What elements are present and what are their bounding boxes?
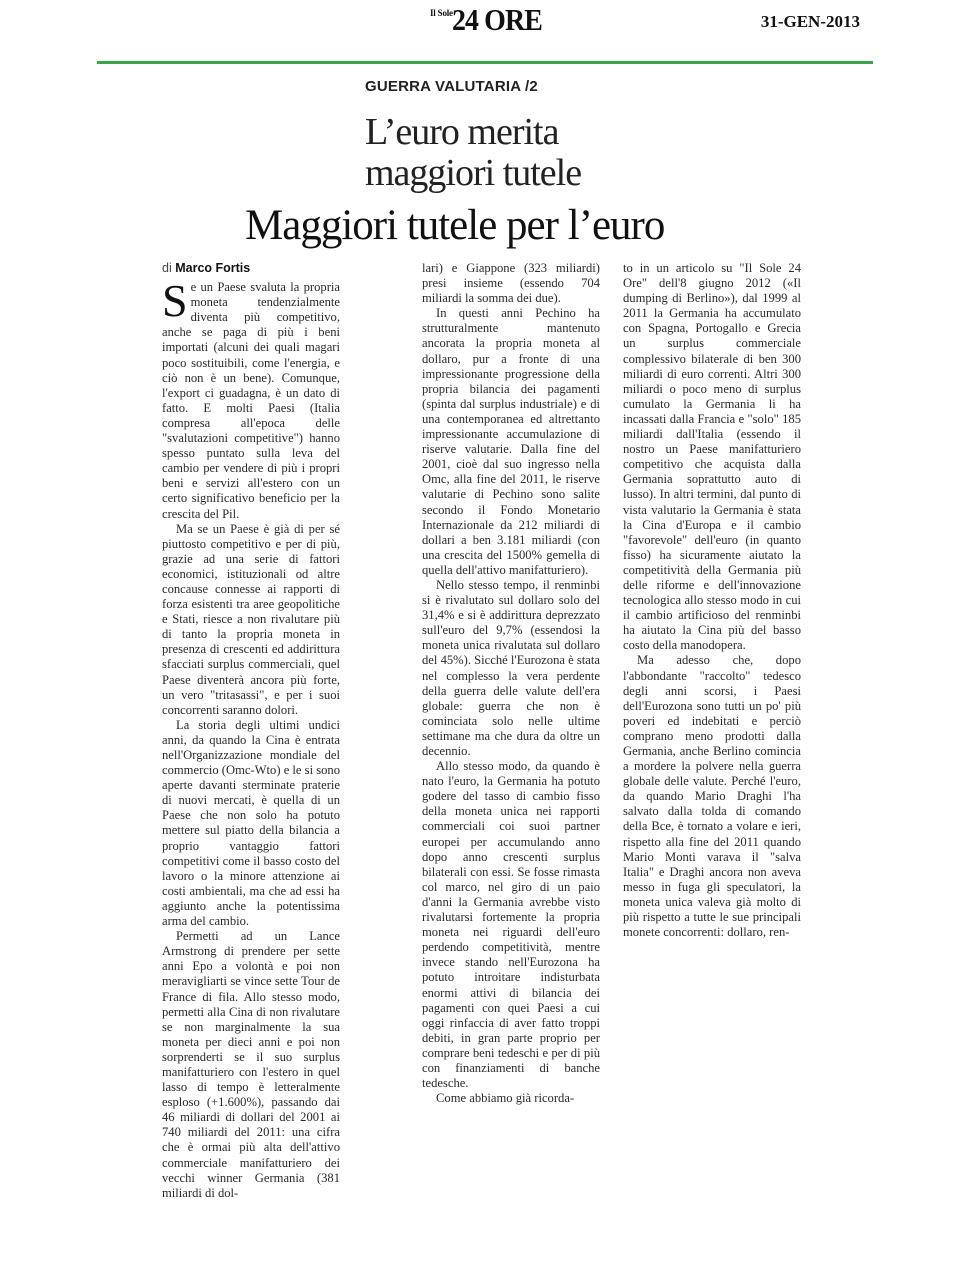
article-column-1 xyxy=(162,261,340,1201)
section-kicker: GUERRA VALUTARIA /2 xyxy=(365,78,538,95)
paragraph: La storia degli ultimi undici anni, da quando la Cina è entrata nell'Organizzazione mondiale del commercio (Omc-Wto) e le si sono aperte davanti sterminate praterie di nuovi mercati, è quella di un Paese che non solo ha potuto mettere sul piatto della bilancia a proprio vantaggio fattori competitivi come il basso costo del lavoro o la minore attenzione ai costi ambientali, ma che ad essi ha aggiunto anche la potentissima arma del cambio. xyxy=(162,717,341,929)
paragraph: In questi anni Pechino ha strutturalmente mantenuto ancorata la propria moneta al dollaro, pur a fronte di una impressionante progressione della propria bilancia dei pagamenti (spinta dal surplus industriale) e di una contemporanea ed altrettanto impressionante accumulazione di riserve valutarie. Dalla fine del 2001, cioè dal suo ingresso nella Omc, alla fine del 2011, le riserve valutarie di Pechino sono salite secondo il Fondo Monetario Internazionale da 212 miliardi di dollari a ben 3.181 miliardi (con una crescita del 1500% gemella di quella dell'attivo manifatturiero). xyxy=(422,306,600,577)
paragraph: Come abbiamo già ricorda- xyxy=(436,1091,575,1106)
subheadline: Maggiori tutele per l’euro xyxy=(245,202,665,249)
issue-date: 31-GEN-2013 xyxy=(760,12,860,31)
article-column-3 xyxy=(623,261,801,940)
paragraph: lari) e Giappone (323 miliardi) presi insieme (essendo 704 miliardi la somma dei due). xyxy=(422,261,600,306)
paragraph: Ma adesso che, dopo l'abbondante "raccolto" tedesco degli anni scorsi, i Paesi dell'Eurozona sono tutti un po' più poveri ed indebitati e perciò comprano meno prodotti dalla Germania, anche Berlino comincia a mordere la polvere nella guerra globale delle valute. Perché l'euro, da quando Mario Draghi l'ha salvato dalla tolda di comando della Bce, è tornato a volare e ieri, rispetto alla fine del 2011 quando Mario Monti varava il "salva Italia" e Draghi ancora non aveva messo in fuga gli speculatori, la moneta unica valeva già molto di più rispetto a tutte le sue principali monete concorrenti: dollaro, ren- xyxy=(623,653,801,940)
drop-cap: S xyxy=(162,275,188,327)
paragraph: Permetti ad un Lance Armstrong di prendere per sette anni Epo a volontà e poi non meravigliarti se vince sette Tour de France di fila. Allo stesso modo, permetti alla Cina di non rivalutare se non marginalmente la sua moneta per dieci anni e poi non sorprenderti se il suo surplus manifatturiero con l'estero in quel lasso di tempo è letteralmente esploso (+1.600%), passando dai 46 miliardi di dollari del 2001 ai 740 miliardi del 2011: una cifra che è ormai più alta dell'attivo commerciale manifatturiero dei vecchi winner Germania (381 miliardi di dol- xyxy=(162,929,340,1200)
headline: L’euro merita maggiori tutele xyxy=(365,111,582,194)
paragraph: Se un Paese svaluta la propria moneta tendenzialmente diventa più competitivo, anche se paga di più i beni importati (alcuni dei quali magari poco sostituibili, come l'energia, e ciò non è un bene). Comunque, l'export ci guadagna, è un dato di fatto. E molti Paesi (Italia compresa all'epoca delle "svalutazioni competitive") hanno spesso puntato sulla leva del cambio per vendere di più i propri beni e servizi all'estero con un certo significativo beneficio per la crescita del Pil. xyxy=(162,275,340,521)
masthead-small: Il Sole xyxy=(430,8,453,18)
byline xyxy=(162,261,340,276)
paragraph: Nello stesso tempo, il renminbi si è rivalutato sul dollaro solo del 31,4% e si è addirittura deprezzato sull'euro del 9,7% (essendosi la moneta unica rivalutata sul dollaro del 45%). Sicché l'Eurozona è stata nel complesso la vera perdente della guerra delle valute dell'era globale: guerra che non è cominciata solo nelle ultime settimane ma che dura da oltre un decennio. xyxy=(422,577,600,758)
article-column-2 xyxy=(422,261,600,1106)
paragraph: Allo stesso modo, da quando è nato l'euro, la Germania ha potuto godere del tasso di cambio fisso della moneta unica nei rapporti commerciali coi suoi partner europei per accumulando anno dopo anno crescenti surplus bilaterali con essi. Se fosse rimasta col marco, nel giro di un paio d'anni la Germania avrebbe visto rivalutarsi fortemente la propria moneta nei riguardi dell'euro perdendo competitività, mentre invece stando nell'Eurozona ha potuto introitare indisturbata enormi attivi di bilancia dei pagamenti con quei Paesi a cui oggi rinfaccia di aver fatto troppi debiti, in gran parte proprio per comprare beni tedeschi e per di più con finanziamenti di banche tedesche. xyxy=(422,759,600,1091)
paragraph: Ma se un Paese è già di per sé piuttosto competitivo e per di più, grazie ad una serie di fattori economici, istituzionali od altre concause connesse ai rapporti di forza esistenti tra aree geopolitiche e Stati, riesce a non rivalutare più di tanto la propria moneta in presenza di crescenti ed addirittura sfacciati surplus commerciali, quel Paese diventerà ancora più forte, un vero "tritasassi", e per i suoi concorrenti saranno dolori. xyxy=(162,521,340,717)
byline-author: Marco Fortis xyxy=(175,261,251,275)
header-divider xyxy=(97,61,873,64)
masthead-logo: 24 ORE xyxy=(452,2,542,37)
paragraph: to in un articolo su "Il Sole 24 Ore" dell'8 giugno 2012 («Il dumping di Berlino»), dal 1999 al 2011 la Germania ha accumulato con Spagna, Portogallo e Grecia un surplus commerciale complessivo bilaterale di ben 300 miliardi di euro correnti. Altri 300 miliardi o poco meno di surplus cumulato la Germania li ha incassati dalla Francia e "solo" 185 miliardi dall'Italia (essendo il nostro un Paese manifatturiero competitivo che acquista dalla Germania soprattutto auto di lusso). In altri termini, dal punto di vista valutario la Germania è stata la Cina d'Europa e il cambio "favorevole" dell'euro (in quanto fisso) ha sicuramente aiutato la competitività della Germania più delle riforme e dell'innovazione tecnologica allo stesso modo in cui il cambio artificioso del renminbi ha aiutato la Cina più del basso costo della manodopera. xyxy=(623,261,801,653)
newspaper-masthead xyxy=(430,2,560,38)
byline-prefix: di xyxy=(162,261,172,275)
